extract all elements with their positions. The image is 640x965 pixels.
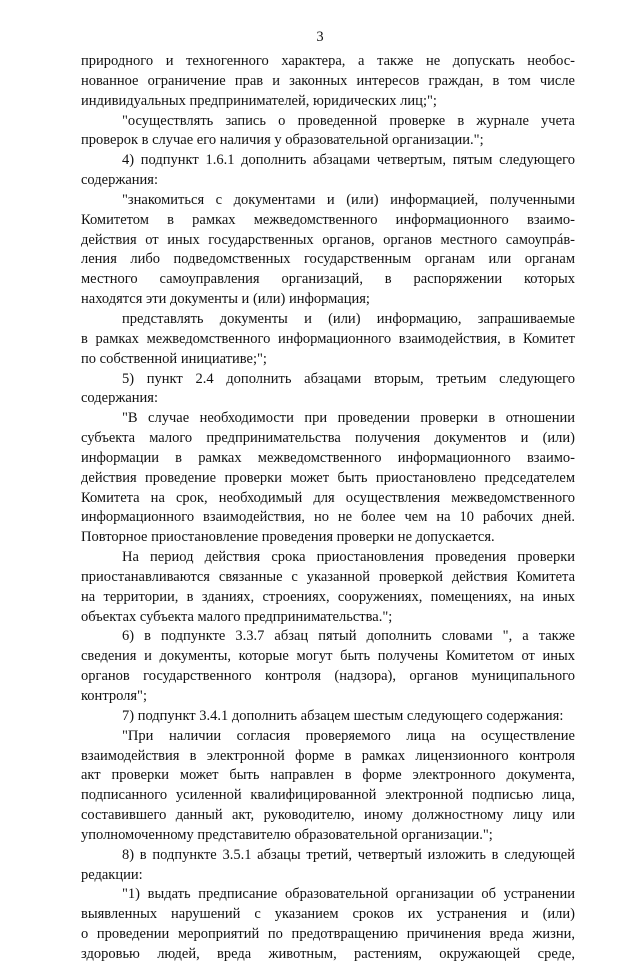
text-line: 6) в подпункте 3.3.7 абзац пятый дополнить словами ", а также <box>122 628 575 645</box>
text-line: содержания: <box>81 390 159 407</box>
page-number: 3 <box>316 29 324 45</box>
text-line: органов государственного контроля (надзора), органов муниципального <box>81 668 575 685</box>
text-line: в рамках межведомственного информационного взаимодействия, в Комитет <box>81 330 575 347</box>
text-line: контроля"; <box>81 688 147 704</box>
text-line: нованное ограничение прав и законных интересов граждан, в том числе <box>81 72 575 89</box>
text-line: "осуществлять запись о проведенной проверке в журнале учета <box>122 112 575 129</box>
text-line: о проведении мероприятий по предотвращению причинения вреда жизни, <box>81 926 575 943</box>
text-line: проверок в случае его наличия у образовательной организации."; <box>81 132 484 149</box>
text-line: Повторное приостановление проведения проверки не допускается. <box>81 529 495 546</box>
text-line: информационного взаимодействия, но не более чем на 10 рабочих дней. <box>81 509 575 526</box>
text-line: на территории, в зданиях, строениях, сооружениях, помещениях, на иных <box>81 588 575 605</box>
text-line: информации в рамках межведомственного информационного взаимо- <box>81 449 575 466</box>
text-line: "При наличии согласия проверяемого лица на осуществление <box>122 727 575 744</box>
text-line: 5) пункт 2.4 дополнить абзацами вторым, третьим следующего <box>122 370 575 387</box>
text-line: Комитетом в рамках межведомственного информационного взаимо- <box>81 211 575 228</box>
text-line: индивидуальных предпринимателей, юридических лиц;"; <box>81 92 437 109</box>
text-line: "знакомиться с документами и (или) информацией, полученными <box>122 191 575 208</box>
text-line: 7) подпункт 3.4.1 дополнить абзацем шестым следующего содержания: <box>122 707 564 724</box>
text-line: подписанного усиленной квалифицированной электронной подписью лица, <box>81 787 575 804</box>
text-line: "1) выдать предписание образовательной организации об устранении <box>122 886 575 903</box>
text-line: уполномоченному представителю образовательной организации."; <box>81 826 493 843</box>
text-line: по собственной инициативе;"; <box>81 350 267 367</box>
text-line: местного самоуправления организаций, в распоряжении которых <box>81 271 575 288</box>
text-line: действия проведение проверки может быть приостановлено председателем <box>81 469 575 486</box>
text-line: находятся эти документы и (или) информация; <box>81 291 370 308</box>
text-line: 4) подпункт 1.6.1 дополнить абзацами четвертым, пятым следующего <box>122 152 575 169</box>
text-line: акт проверки может быть направлен в форме электронного документа, <box>81 767 575 784</box>
text-line: На период действия срока приостановления проведения проверки <box>122 549 575 566</box>
text-line: здоровью людей, вреда животным, растениям, окружающей среде, <box>81 945 575 962</box>
document-body <box>81 52 575 965</box>
text-line: Комитета на срок, необходимый для осуществления межведомственного <box>81 489 575 506</box>
text-line: ления либо подведомственных государственным органам или органам <box>81 251 575 268</box>
text-line: сведения и документы, которые могут быть получены Комитетом от иных <box>81 648 575 665</box>
text-line: 8) в подпункте 3.5.1 абзацы третий, четвертый изложить в следующей <box>122 846 575 863</box>
text-line: природного и техногенного характера, а также не допускать необос- <box>81 53 575 69</box>
text-line: приостанавливаются связанные с указанной проверкой действия Комитета <box>81 568 575 585</box>
text-line: взаимодействия в электронной форме в рамках лицензионного контроля <box>81 747 575 764</box>
text-line: составившего данный акт, руководителю, иному должностному лицу или <box>81 807 575 824</box>
text-line: редакции: <box>81 866 143 883</box>
text-line: объектах субъекта малого предпринимательства."; <box>81 608 393 625</box>
text-line: субъекта малого предпринимательства получения документов и (или) <box>81 430 575 447</box>
text-line: "В случае необходимости при проведении проверки в отношении <box>122 410 575 427</box>
text-line: действия от иных государственных органов, органов местного самоупрáв- <box>81 231 575 248</box>
text-line: содержания: <box>81 172 159 189</box>
text-line: представлять документы и (или) информацию, запрашиваемые <box>122 310 575 327</box>
text-line: выявленных нарушений с указанием сроков их устранения и (или) <box>81 906 575 923</box>
